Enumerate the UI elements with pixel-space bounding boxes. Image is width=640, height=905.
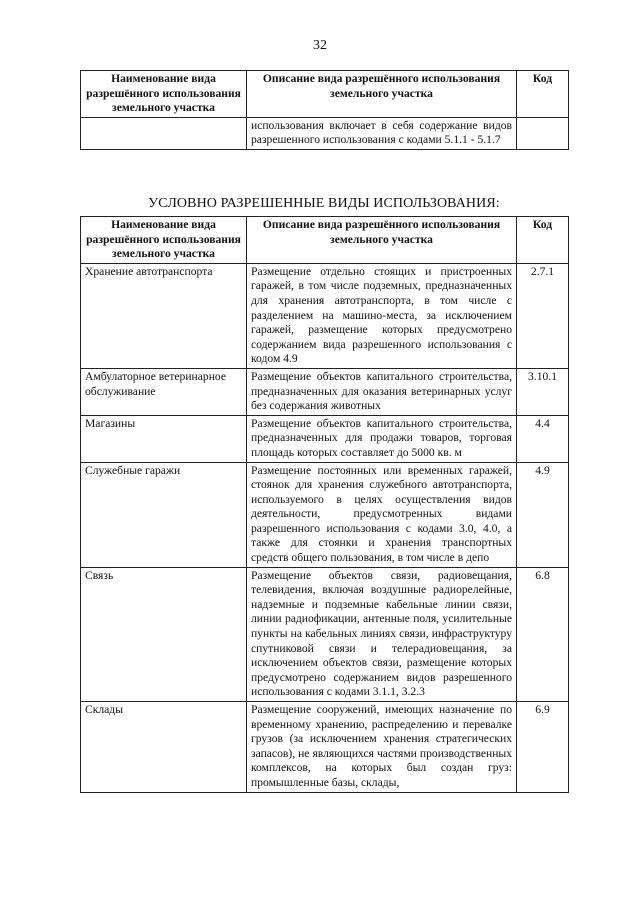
row-code: [517, 117, 569, 149]
table-row: [81, 702, 569, 793]
section-title: УСЛОВНО РАЗРЕШЕННЫЕ ВИДЫ ИСПОЛЬЗОВАНИЯ:: [148, 196, 500, 211]
row-name: Хранение автотранспорта: [81, 263, 247, 368]
header-code: Код: [517, 71, 569, 118]
row-description: использования включает в себя содержание видов разрешенного использования с кодами 5.1.1 - 5.1.7: [247, 117, 517, 149]
header-name: Наименование вида разрешённого использования земельного участка: [81, 71, 247, 118]
table-row: [81, 117, 569, 149]
row-code: 6.8: [517, 567, 569, 701]
table-row: [81, 368, 569, 415]
page-number: 32: [313, 38, 327, 53]
table-row: [81, 462, 569, 567]
header-description: Описание вида разрешённого использования земельного участка: [247, 71, 517, 118]
table-row: [81, 567, 569, 701]
row-name: [81, 117, 247, 149]
row-name: Магазины: [81, 415, 247, 462]
row-description: Размещение объектов связи, радиовещания, телевидения, включая воздушные радиорелейные, надземные и подземные кабельные линии связи, линии радиофикации, антенные поля, усилительные пункты на кабельных линиях связи, инфраструктуру спутниковой связи и телерадиовещания, за исключением объектов связи, размещение которых предусмотрено содержанием видов разрешенного использования с кодами 3.1.1, 3.2.3: [247, 567, 517, 701]
header-description: Описание вида разрешённого использования земельного участка: [247, 217, 517, 264]
row-description: Размещение отдельно стоящих и пристроенных гаражей, в том числе подземных, предназначенных для хранения автотранспорта, в том числе с разделением на машино-места, за исключением гаражей, размещение которых предусмотрено содержанием вида разрешенного использования с кодом 4.9: [247, 263, 517, 368]
row-name: Служебные гаражи: [81, 462, 247, 567]
header-code: Код: [517, 217, 569, 264]
row-name: Связь: [81, 567, 247, 701]
row-description: Размещение постоянных или временных гаражей, стоянок для хранения служебного автотранспорта, используемого в целях осуществления видов деятельности, предусмотренных видами разрешенного использования с кодами 3.0, 4.0, а также для стоянки и хранения транспортных средств общего пользования, в том числе в депо: [247, 462, 517, 567]
header-name: Наименование вида разрешённого использования земельного участка: [81, 217, 247, 264]
row-code: 6.9: [517, 702, 569, 793]
row-description: Размещение объектов капитального строительства, предназначенных для продажи товаров, торговая площадь которых составляет до 5000 кв. м: [247, 415, 517, 462]
row-code: 3.10.1: [517, 368, 569, 415]
row-code: 4.4: [517, 415, 569, 462]
row-name: Склады: [81, 702, 247, 793]
row-description: Размещение сооружений, имеющих назначение по временному хранению, распределению и перевалке грузов (за исключением хранения стратегических запасов), не являющихся частями производственных комплексов, на которых был создан груз: промышленные базы, склады,: [247, 702, 517, 793]
table-row: [81, 263, 569, 368]
row-description: Размещение объектов капитального строительства, предназначенных для оказания ветеринарных услуг без содержания животных: [247, 368, 517, 415]
row-code: 2.7.1: [517, 263, 569, 368]
conditional-uses-table: [80, 216, 569, 793]
row-name: Амбулаторное ветеринарное обслуживание: [81, 368, 247, 415]
row-code: 4.9: [517, 462, 569, 567]
table-header-row: [81, 71, 569, 118]
continuation-table: [80, 70, 569, 150]
table-header-row: [81, 217, 569, 264]
table-row: [81, 415, 569, 462]
